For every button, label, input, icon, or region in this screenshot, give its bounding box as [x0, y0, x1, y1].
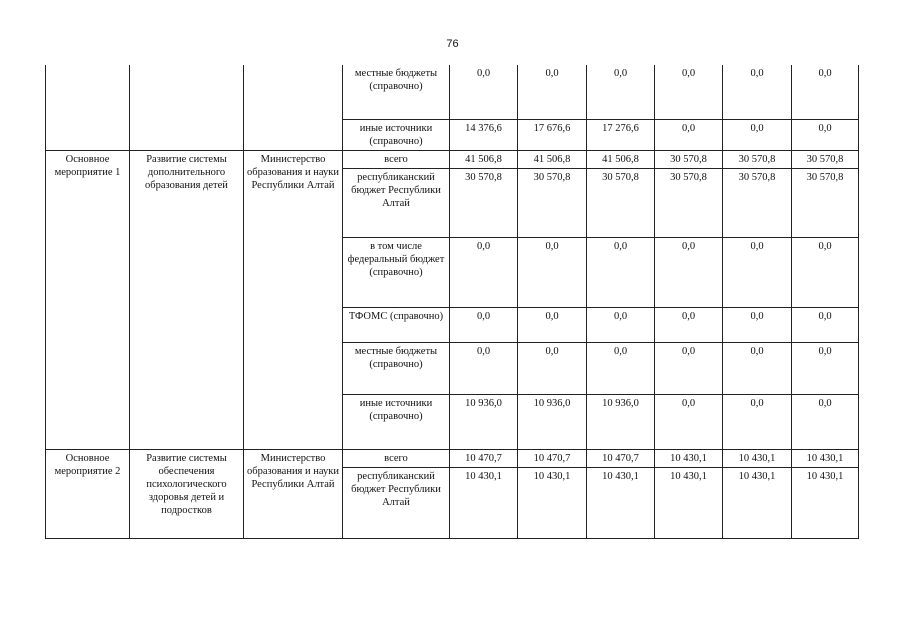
- value-cell: 10 430,1: [792, 449, 859, 467]
- value-cell: 0,0: [587, 342, 655, 394]
- source-cell: местные бюджеты (справочно): [343, 342, 450, 394]
- value-cell: 10 936,0: [450, 394, 518, 449]
- value-cell: 30 570,8: [587, 168, 655, 237]
- value-cell: 0,0: [587, 65, 655, 119]
- page-number: 76: [446, 38, 459, 50]
- value-cell: 17 276,6: [587, 119, 655, 150]
- value-cell: 0,0: [655, 119, 723, 150]
- value-cell: 10 430,1: [792, 468, 859, 539]
- value-cell: 0,0: [723, 342, 792, 394]
- source-cell: всего: [343, 449, 450, 467]
- value-cell: 17 676,6: [518, 119, 587, 150]
- title-cell: [130, 65, 244, 150]
- value-cell: 41 506,8: [587, 150, 655, 168]
- value-cell: 30 570,8: [723, 150, 792, 168]
- measure-cell: Основное мероприятие 1: [46, 150, 130, 449]
- value-cell: 0,0: [587, 307, 655, 342]
- executor-cell: Министерство образования и науки Республики Алтай: [244, 150, 343, 449]
- executor-cell: [244, 65, 343, 150]
- value-cell: 10 936,0: [518, 394, 587, 449]
- value-cell: 0,0: [518, 237, 587, 307]
- value-cell: 0,0: [792, 119, 859, 150]
- value-cell: 10 470,7: [518, 449, 587, 467]
- value-cell: 0,0: [518, 342, 587, 394]
- value-cell: 0,0: [723, 237, 792, 307]
- value-cell: 10 430,1: [450, 468, 518, 539]
- source-cell: всего: [343, 150, 450, 168]
- value-cell: 0,0: [792, 342, 859, 394]
- value-cell: 41 506,8: [450, 150, 518, 168]
- value-cell: 30 570,8: [518, 168, 587, 237]
- value-cell: 0,0: [450, 307, 518, 342]
- value-cell: 0,0: [792, 237, 859, 307]
- value-cell: 41 506,8: [518, 150, 587, 168]
- value-cell: 10 470,7: [587, 449, 655, 467]
- value-cell: 30 570,8: [450, 168, 518, 237]
- table-row: [46, 150, 859, 168]
- value-cell: 0,0: [450, 237, 518, 307]
- value-cell: 0,0: [655, 237, 723, 307]
- value-cell: 0,0: [655, 394, 723, 449]
- value-cell: 0,0: [655, 65, 723, 119]
- source-cell: республиканский бюджет Республики Алтай: [343, 168, 450, 237]
- value-cell: 10 430,1: [723, 468, 792, 539]
- value-cell: 30 570,8: [655, 150, 723, 168]
- source-cell: ТФОМС (справочно): [343, 307, 450, 342]
- value-cell: 10 430,1: [723, 449, 792, 467]
- source-cell: в том числе федеральный бюджет (справочно): [343, 237, 450, 307]
- value-cell: 14 376,6: [450, 119, 518, 150]
- value-cell: 10 430,1: [587, 468, 655, 539]
- value-cell: 10 430,1: [655, 449, 723, 467]
- title-cell: Развитие системы обеспечения психологического здоровья детей и подростков: [130, 449, 244, 538]
- table-row: [46, 65, 859, 119]
- value-cell: 0,0: [518, 65, 587, 119]
- value-cell: 10 430,1: [518, 468, 587, 539]
- value-cell: 0,0: [723, 65, 792, 119]
- measure-cell: [46, 65, 130, 150]
- value-cell: 30 570,8: [792, 168, 859, 237]
- value-cell: 0,0: [723, 394, 792, 449]
- source-cell: иные источники (справочно): [343, 394, 450, 449]
- measure-cell: Основное мероприятие 2: [46, 449, 130, 538]
- value-cell: 10 470,7: [450, 449, 518, 467]
- source-cell: республиканский бюджет Республики Алтай: [343, 468, 450, 539]
- source-cell: иные источники (справочно): [343, 119, 450, 150]
- value-cell: 0,0: [587, 237, 655, 307]
- value-cell: 0,0: [723, 307, 792, 342]
- value-cell: 10 936,0: [587, 394, 655, 449]
- value-cell: 0,0: [792, 394, 859, 449]
- value-cell: 0,0: [723, 119, 792, 150]
- value-cell: 0,0: [655, 342, 723, 394]
- source-cell: местные бюджеты (справочно): [343, 65, 450, 119]
- value-cell: 30 570,8: [723, 168, 792, 237]
- executor-cell: Министерство образования и науки Республики Алтай: [244, 449, 343, 538]
- title-cell: Развитие системы дополнительного образования детей: [130, 150, 244, 449]
- value-cell: 0,0: [450, 65, 518, 119]
- budget-table: [45, 65, 859, 539]
- value-cell: 10 430,1: [655, 468, 723, 539]
- value-cell: 0,0: [792, 307, 859, 342]
- value-cell: 0,0: [518, 307, 587, 342]
- value-cell: 0,0: [792, 65, 859, 119]
- value-cell: 30 570,8: [655, 168, 723, 237]
- value-cell: 30 570,8: [792, 150, 859, 168]
- value-cell: 0,0: [450, 342, 518, 394]
- value-cell: 0,0: [655, 307, 723, 342]
- table-row: [46, 449, 859, 467]
